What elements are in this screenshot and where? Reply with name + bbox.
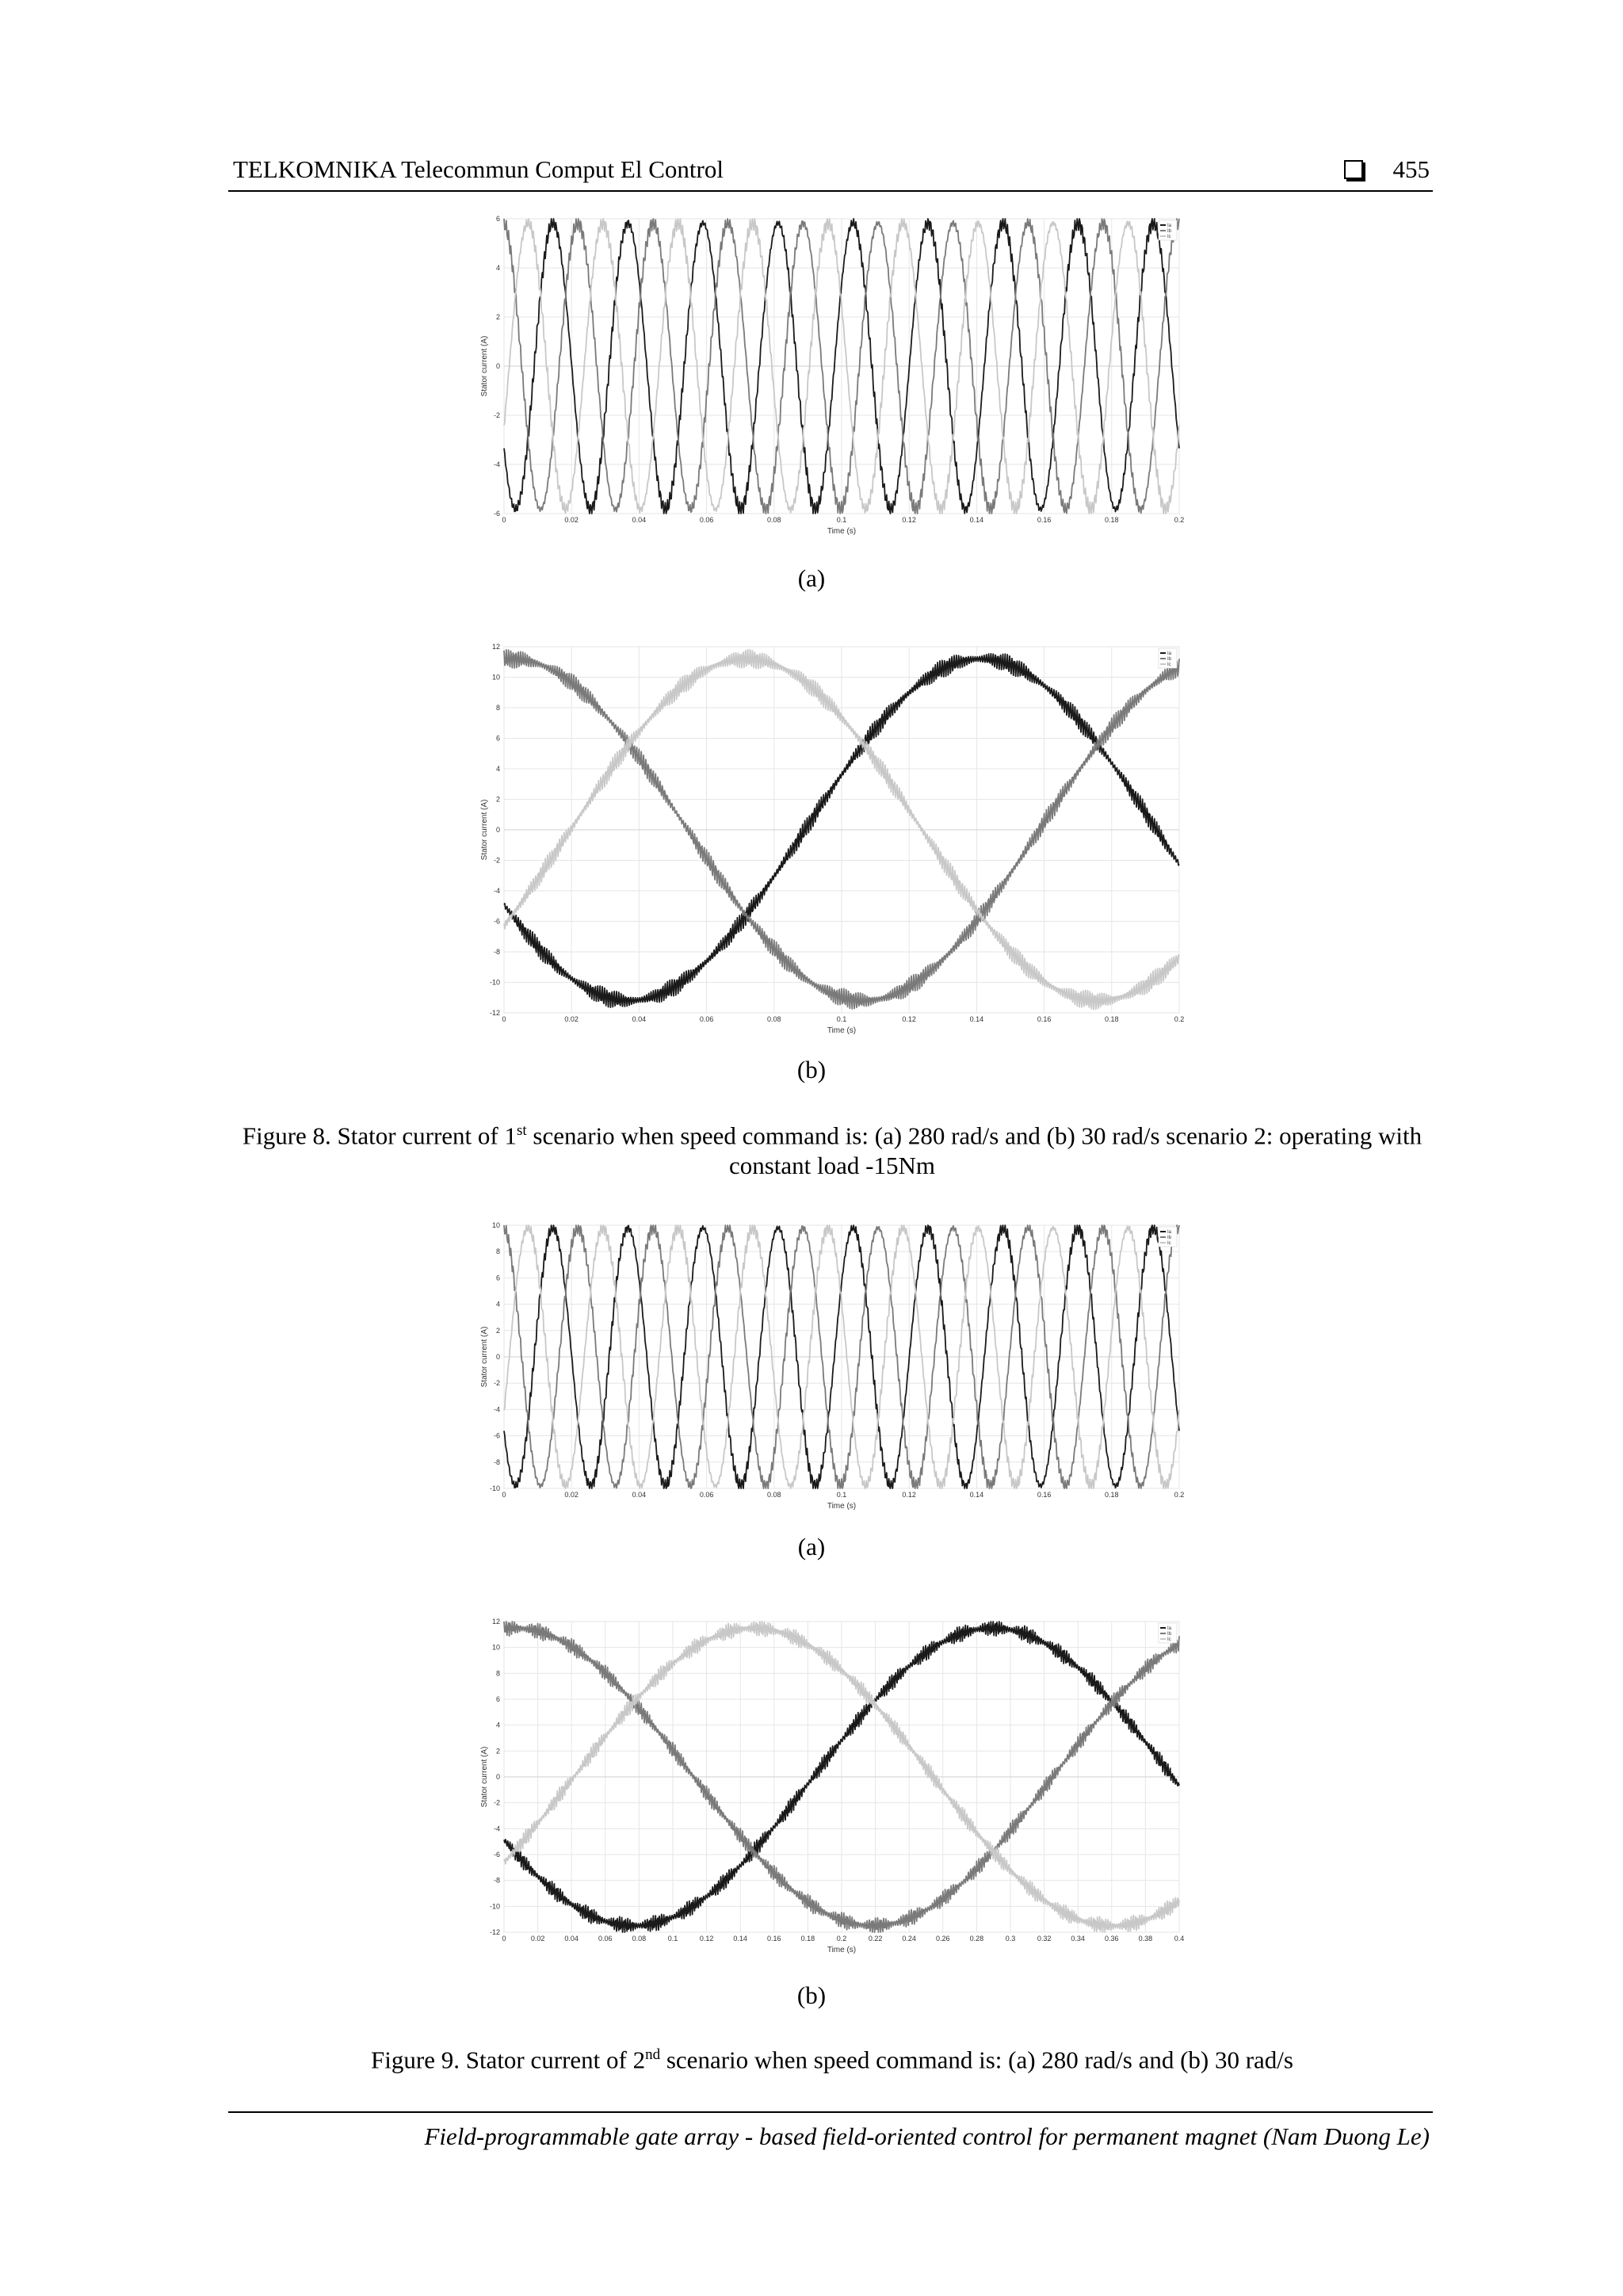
y-axis-label: Stator current (A) <box>480 1326 489 1388</box>
y-tick-label: -6 <box>493 510 500 518</box>
y-tick-label: -6 <box>493 917 500 926</box>
x-axis-label: Time (s) <box>827 527 857 536</box>
x-tick-label: 0.18 <box>1105 1015 1119 1023</box>
x-tick-label: 0.2 <box>1174 516 1184 524</box>
y-tick-label: 12 <box>491 1618 500 1626</box>
x-tick-label: 0.16 <box>1037 1491 1052 1499</box>
y-tick-label: -4 <box>493 887 500 895</box>
legend-label: Ib <box>1167 1236 1172 1240</box>
x-tick-label: 0.26 <box>936 1935 950 1943</box>
journal-title: TELKOMNIKA Telecommun Comput El Control <box>233 155 724 183</box>
legend-label: Ic <box>1167 1241 1171 1246</box>
x-tick-label: 0.22 <box>868 1935 883 1943</box>
y-tick-label: 0 <box>495 1353 500 1361</box>
x-tick-label: 0.16 <box>767 1935 781 1943</box>
y-tick-label: 2 <box>495 313 500 321</box>
y-tick-label: 4 <box>495 1300 500 1308</box>
y-tick-label: -12 <box>489 1009 500 1017</box>
y-tick-label: 4 <box>495 264 500 272</box>
x-tick-label: 0.08 <box>767 1491 781 1499</box>
x-axis-label: Time (s) <box>827 1026 857 1035</box>
figure-8b-chart <box>479 642 1184 1038</box>
x-tick-label: 0.18 <box>800 1935 815 1943</box>
x-tick-label: 0.02 <box>564 516 579 524</box>
y-tick-label: 6 <box>495 215 500 223</box>
y-axis-label: Stator current (A) <box>480 799 489 861</box>
y-tick-label: -2 <box>493 1379 500 1388</box>
y-tick-label: -10 <box>489 978 500 987</box>
y-tick-label: -8 <box>493 1457 500 1466</box>
x-tick-label: 0.12 <box>902 516 916 524</box>
y-tick-label: 10 <box>491 1643 500 1652</box>
y-tick-label: 2 <box>495 795 500 804</box>
y-tick-label: 4 <box>495 765 500 773</box>
x-tick-label: 0.32 <box>1037 1935 1052 1943</box>
x-tick-label: 0.18 <box>1105 516 1119 524</box>
figure-9-caption: Figure 9. Stator current of 2nd scenario when speed command is: (a) 280 rad/s and (b) 30 rad/s <box>371 2046 1293 2074</box>
legend-label: Ia <box>1167 223 1172 228</box>
x-tick-label: 0.1 <box>836 1015 847 1023</box>
y-axis-label: Stator current (A) <box>480 335 489 397</box>
x-tick-label: 0.04 <box>564 1935 579 1943</box>
figure-9b-label: (b) <box>796 1981 827 2009</box>
y-tick-label: 12 <box>491 643 500 651</box>
x-tick-label: 0.4 <box>1174 1935 1184 1943</box>
figure-8b-label: (b) <box>796 1056 827 1083</box>
y-tick-label: -2 <box>493 856 500 865</box>
y-tick-label: -10 <box>489 1484 500 1492</box>
y-tick-label: -4 <box>493 1405 500 1414</box>
figure-9a-chart <box>479 1221 1184 1514</box>
figure-8a-chart <box>479 214 1184 539</box>
x-tick-label: 0.28 <box>969 1935 984 1943</box>
x-tick-label: 0.1 <box>667 1935 678 1943</box>
x-tick-label: 0 <box>502 1015 506 1023</box>
y-tick-label: 2 <box>495 1747 500 1755</box>
x-tick-label: 0.04 <box>632 516 647 524</box>
y-tick-label: 0 <box>495 826 500 834</box>
y-tick-label: 6 <box>495 1274 500 1282</box>
figure-9b-chart <box>479 1617 1184 1958</box>
x-tick-label: 0 <box>502 516 506 524</box>
x-tick-label: 0.3 <box>1005 1935 1016 1943</box>
x-tick-label: 0.12 <box>902 1491 916 1499</box>
x-tick-label: 0.38 <box>1138 1935 1153 1943</box>
figure-8-caption: Figure 8. Stator current of 1st scenario when speed command is: (a) 280 rad/s and (b) 30 rad/s scenario 2: operating with constant load -15Nm <box>242 1121 1423 1180</box>
y-tick-label: 8 <box>495 704 500 712</box>
y-tick-label: -8 <box>493 1876 500 1885</box>
legend-label: Ic <box>1167 663 1171 667</box>
y-tick-label: -12 <box>489 1928 500 1936</box>
x-tick-label: 0.14 <box>969 516 984 524</box>
x-tick-label: 0.06 <box>699 1491 714 1499</box>
x-tick-label: 0.08 <box>632 1935 647 1943</box>
x-tick-label: 0 <box>502 1491 506 1499</box>
x-tick-label: 0.12 <box>902 1015 916 1023</box>
y-tick-label: 6 <box>495 734 500 743</box>
page-number: 455 <box>1392 155 1430 183</box>
y-tick-label: -2 <box>493 1798 500 1807</box>
x-tick-label: 0.14 <box>969 1491 984 1499</box>
y-tick-label: 10 <box>491 673 500 682</box>
y-tick-label: 8 <box>495 1247 500 1256</box>
y-axis-label: Stator current (A) <box>480 1746 489 1808</box>
x-tick-label: 0.06 <box>699 516 714 524</box>
legend-label: Ib <box>1167 657 1172 662</box>
legend-label: Ia <box>1167 1230 1172 1235</box>
y-tick-label: 8 <box>495 1669 500 1678</box>
x-tick-label: 0.02 <box>564 1491 579 1499</box>
x-axis-label: Time (s) <box>827 1946 857 1954</box>
y-tick-label: 10 <box>491 1221 500 1229</box>
y-tick-label: 4 <box>495 1721 500 1729</box>
x-tick-label: 0.02 <box>530 1935 545 1943</box>
x-tick-label: 0.36 <box>1105 1935 1119 1943</box>
figure-9a-label: (a) <box>797 1533 826 1561</box>
chart-legend <box>1159 648 1177 668</box>
x-tick-label: 0.18 <box>1105 1491 1119 1499</box>
y-tick-label: 6 <box>495 1695 500 1703</box>
x-tick-label: 0.2 <box>836 1935 847 1943</box>
x-tick-label: 0.16 <box>1037 1015 1052 1023</box>
legend-label: Ia <box>1167 651 1172 656</box>
x-tick-label: 0.08 <box>767 516 781 524</box>
x-tick-label: 0.16 <box>1037 516 1052 524</box>
y-tick-label: -6 <box>493 1851 500 1859</box>
x-tick-label: 0.06 <box>598 1935 613 1943</box>
footer-running-title: Field-programmable gate array - based field-oriented control for permanent magnet (Nam Duong Le) <box>424 2122 1430 2150</box>
legend-label: Ia <box>1167 1626 1172 1631</box>
x-tick-label: 0.1 <box>836 1491 847 1499</box>
x-tick-label: 0.04 <box>632 1491 647 1499</box>
figure-8a-label: (a) <box>797 564 826 592</box>
chart-legend <box>1159 1623 1177 1643</box>
x-tick-label: 0 <box>502 1935 506 1943</box>
y-tick-label: -10 <box>489 1902 500 1911</box>
y-tick-label: -4 <box>493 460 500 468</box>
x-tick-label: 0.04 <box>632 1015 647 1023</box>
x-tick-label: 0.02 <box>564 1015 579 1023</box>
x-tick-label: 0.24 <box>902 1935 916 1943</box>
x-axis-label: Time (s) <box>827 1502 857 1511</box>
y-tick-label: -8 <box>493 948 500 956</box>
x-tick-label: 0.14 <box>969 1015 984 1023</box>
x-tick-label: 0.08 <box>767 1015 781 1023</box>
x-tick-label: 0.1 <box>836 516 847 524</box>
x-tick-label: 0.06 <box>699 1015 714 1023</box>
y-tick-label: -2 <box>493 411 500 419</box>
page-footer <box>228 2111 1433 2151</box>
x-tick-label: 0.2 <box>1174 1491 1184 1499</box>
square-bullet-icon <box>1344 160 1363 179</box>
y-tick-label: 0 <box>495 1773 500 1781</box>
y-tick-label: -6 <box>493 1431 500 1440</box>
page-header <box>228 155 1433 192</box>
chart-legend <box>1159 220 1177 240</box>
legend-label: Ib <box>1167 229 1172 234</box>
x-tick-label: 0.14 <box>733 1935 747 1943</box>
y-tick-label: 0 <box>495 362 500 370</box>
x-tick-label: 0.34 <box>1071 1935 1085 1943</box>
x-tick-label: 0.2 <box>1174 1015 1184 1023</box>
legend-label: Ic <box>1167 1637 1171 1642</box>
y-tick-label: 2 <box>495 1326 500 1335</box>
y-tick-label: -4 <box>493 1824 500 1833</box>
legend-label: Ib <box>1167 1632 1172 1637</box>
x-tick-label: 0.12 <box>699 1935 714 1943</box>
chart-legend <box>1159 1227 1177 1247</box>
legend-label: Ic <box>1167 235 1171 239</box>
